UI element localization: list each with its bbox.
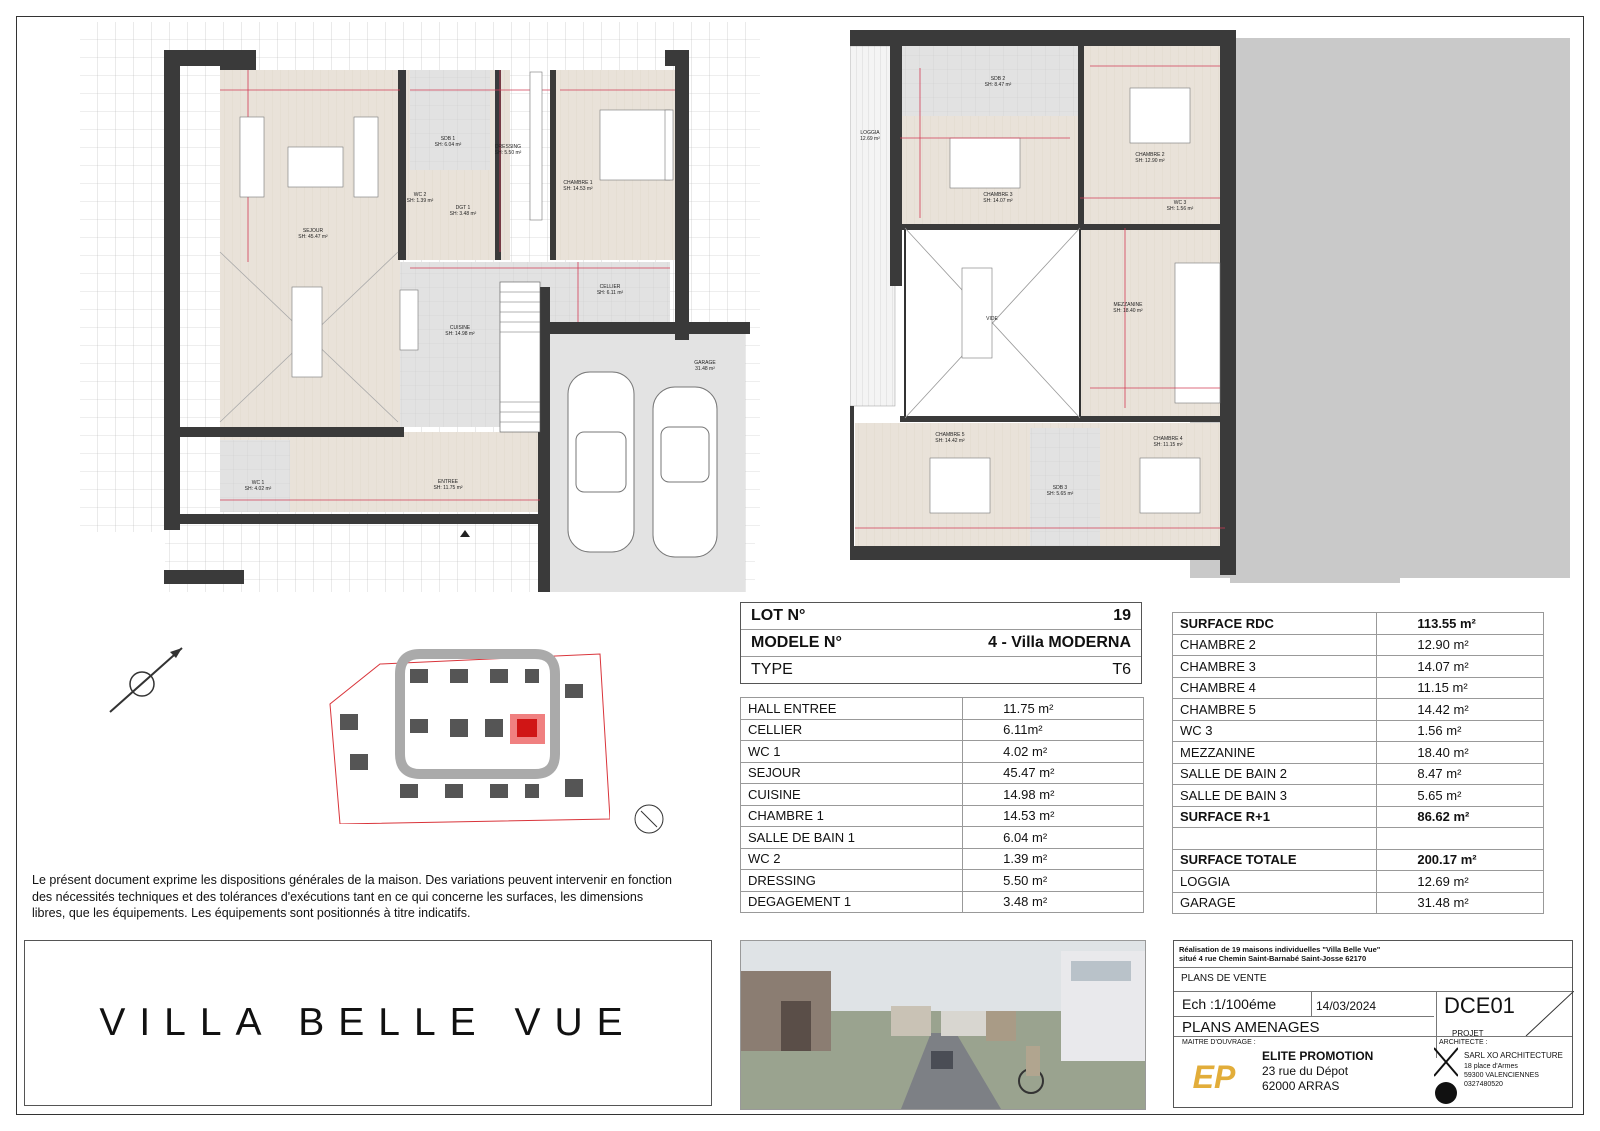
room-area-cell: 12.69 m² — [1377, 871, 1544, 893]
room-name-cell: SURFACE RDC — [1173, 613, 1377, 635]
projet-label: PROJET — [1452, 1029, 1484, 1038]
room-label-chambre1: CHAMBRE 1 — [563, 180, 593, 186]
room-area-chambre1: SH: 14.53 m² — [563, 186, 593, 192]
room-area-cell: 200.17 m² — [1377, 849, 1544, 871]
surface-row — [1173, 742, 1544, 764]
room-name-cell: CUISINE — [741, 784, 963, 806]
surface-row — [1173, 806, 1544, 828]
room-label-garage: GARAGE — [694, 360, 716, 366]
room-area-cell: 86.62 m² — [1377, 806, 1544, 828]
room-label-chambre2: CHAMBRE 2 — [1135, 152, 1165, 158]
surface-row — [741, 741, 1144, 763]
room-label-sdb1: SDB 1 — [440, 136, 456, 142]
lot-value: 19 — [1113, 607, 1131, 624]
room-area-cell: 8.47 m² — [1377, 763, 1544, 785]
room-label-chambre3: CHAMBRE 3 — [983, 192, 1013, 198]
room-area-chambre3: SH: 14.07 m² — [983, 198, 1013, 204]
lot-label: LOT N° — [751, 607, 806, 624]
room-name-cell: DEGAGEMENT 1 — [741, 891, 963, 913]
room-name-cell: MEZZANINE — [1173, 742, 1377, 764]
room-area-cell: 14.98 m² — [963, 784, 1144, 806]
ground-floor-plan — [80, 22, 770, 602]
room-area-cell: 113.55 m² — [1377, 613, 1544, 635]
surface-row — [741, 891, 1144, 913]
room-name-cell: HALL ENTREE — [741, 698, 963, 720]
architecte-label: ARCHITECTE : — [1439, 1039, 1488, 1046]
architect-address-2: 59300 VALENCIENNES — [1464, 1072, 1539, 1079]
date-label: 14/03/2024 — [1316, 999, 1377, 1013]
client-name: ELITE PROMOTION — [1262, 1049, 1374, 1063]
room-name-cell: GARAGE — [1173, 892, 1377, 914]
room-area-cell: 3.48 m² — [963, 891, 1144, 913]
room-label-sdb3: SDB 3 — [1052, 485, 1068, 491]
rdc-surface-table — [740, 697, 1144, 913]
room-area-cell: 6.04 m² — [963, 827, 1144, 849]
room-label-entree: ENTREE — [437, 479, 459, 485]
surface-row — [1173, 785, 1544, 807]
surface-row — [1173, 720, 1544, 742]
architect-phone: 0327480520 — [1464, 1081, 1503, 1088]
room-name-cell — [1173, 828, 1377, 850]
room-label-chambre4: CHAMBRE 4 — [1153, 436, 1183, 442]
surface-row — [1173, 699, 1544, 721]
room-area-sdb2: SH: 8.47 m² — [984, 82, 1012, 88]
type-value: T6 — [1112, 661, 1131, 678]
room-name-cell: LOGGIA — [1173, 871, 1377, 893]
modele-value: 4 - Villa MODERNA — [988, 634, 1131, 651]
client-address-1: 23 rue du Dépot — [1262, 1064, 1349, 1078]
room-name-cell: SALLE DE BAIN 2 — [1173, 763, 1377, 785]
room-name-cell: CELLIER — [741, 719, 963, 741]
summary-surface-table — [1172, 612, 1544, 914]
compass-icon — [633, 803, 665, 835]
room-area-dgt1: SH: 3.48 m² — [449, 211, 477, 217]
room-area-cell: 14.53 m² — [963, 805, 1144, 827]
room-name-cell: SURFACE R+1 — [1173, 806, 1377, 828]
disclaimer-note: Le présent document exprime les dispositions générales de la maison. Des variations peuvent intervenir en fonction des nécessités techniques et des tolérances d'exécutions tant en ce qui concerne les surfaces, les dimensions libres, que les équipements. Les équipements sont positionnés à titre indicatifs. — [32, 873, 672, 920]
room-label-sejour: SEJOUR — [302, 228, 324, 234]
north-arrow-icon — [100, 640, 190, 720]
architect-logo-icon — [1434, 1046, 1458, 1106]
street-rendering-image — [740, 940, 1146, 1110]
surface-row — [1173, 656, 1544, 678]
surface-row — [741, 762, 1144, 784]
room-label-chambre5: CHAMBRE 5 — [935, 432, 965, 438]
surface-row — [1173, 828, 1544, 850]
surface-row — [741, 848, 1144, 870]
maitre-ouvrage-label: MAITRE D'OUVRAGE : — [1182, 1039, 1256, 1046]
room-label-dressing: DRESSING — [494, 144, 522, 150]
room-area-chambre5: SH: 14.42 m² — [935, 438, 965, 444]
room-area-cell: 4.02 m² — [963, 741, 1144, 763]
room-area-cell: 6.11m² — [963, 719, 1144, 741]
room-area-cell: 31.48 m² — [1377, 892, 1544, 914]
architect-address-1: 18 place d'Armes — [1464, 1063, 1518, 1070]
surface-row — [741, 719, 1144, 741]
surface-row — [741, 827, 1144, 849]
surface-row — [741, 805, 1144, 827]
title-box — [24, 940, 712, 1106]
room-name-cell: CHAMBRE 5 — [1173, 699, 1377, 721]
room-area-cell: 1.56 m² — [1377, 720, 1544, 742]
room-area-wc3: SH: 1.56 m² — [1166, 206, 1194, 212]
room-label-mezzanine: MEZZANINE — [1113, 302, 1143, 308]
room-name-cell: CHAMBRE 4 — [1173, 677, 1377, 699]
type-row — [741, 657, 1141, 683]
room-label-wc3: WC 3 — [1173, 200, 1187, 206]
surface-row — [1173, 677, 1544, 699]
modele-label: MODELE N° — [751, 634, 842, 651]
drawing-code: DCE01 — [1444, 993, 1515, 1018]
room-area-dressing: SH: 5.50 m² — [494, 150, 522, 156]
title-block — [1173, 940, 1573, 1108]
room-name-cell: SURFACE TOTALE — [1173, 849, 1377, 871]
room-label-wc1: WC 1 — [251, 480, 265, 486]
room-area-cell — [1377, 828, 1544, 850]
realisation-line2: situé 4 rue Chemin Saint-Barnabé Saint-Josse 62170 — [1179, 954, 1367, 963]
room-name-cell: SALLE DE BAIN 3 — [1173, 785, 1377, 807]
room-area-sdb3: SH: 5.65 m² — [1046, 491, 1074, 497]
lot-table — [740, 602, 1142, 684]
room-label-vide: VIDE — [986, 316, 998, 322]
room-label-cuisine: CUISINE — [449, 325, 471, 331]
site-plan — [320, 624, 610, 824]
room-area-loggia: 12.69 m² — [860, 136, 880, 142]
room-area-entree: SH: 11.75 m² — [433, 485, 463, 491]
client-address-2: 62000 ARRAS — [1262, 1079, 1340, 1093]
architect-name: SARL XO ARCHITECTURE — [1464, 1051, 1563, 1060]
room-name-cell: CHAMBRE 2 — [1173, 634, 1377, 656]
room-area-chambre2: SH: 12.90 m² — [1135, 158, 1165, 164]
room-area-cell: 12.90 m² — [1377, 634, 1544, 656]
modele-row — [741, 630, 1141, 657]
surface-row — [1173, 613, 1544, 635]
room-name-cell: DRESSING — [741, 870, 963, 892]
room-area-chambre4: SH: 11.15 m² — [1153, 442, 1183, 448]
room-area-cell: 5.65 m² — [1377, 785, 1544, 807]
room-area-cell: 14.07 m² — [1377, 656, 1544, 678]
room-area-cuisine: SH: 14.98 m² — [445, 331, 475, 337]
surface-row — [1173, 892, 1544, 914]
room-area-cell: 11.75 m² — [963, 698, 1144, 720]
surface-row — [1173, 871, 1544, 893]
surface-row — [1173, 763, 1544, 785]
room-name-cell: SEJOUR — [741, 762, 963, 784]
room-name-cell: CHAMBRE 1 — [741, 805, 963, 827]
room-label-sdb2: SDB 2 — [990, 76, 1006, 82]
room-area-cell: 11.15 m² — [1377, 677, 1544, 699]
client-logo: EP — [1192, 1058, 1236, 1095]
first-floor-plan — [850, 28, 1570, 588]
room-name-cell: CHAMBRE 3 — [1173, 656, 1377, 678]
surface-row — [741, 784, 1144, 806]
room-area-cellier: SH: 6.11 m² — [596, 290, 624, 296]
plans-de-vente: PLANS DE VENTE — [1181, 973, 1267, 984]
surface-row — [741, 870, 1144, 892]
room-area-cell: 5.50 m² — [963, 870, 1144, 892]
plans-amenages: PLANS AMENAGES — [1182, 1019, 1320, 1036]
lot-row — [741, 603, 1141, 630]
room-area-mezzanine: SH: 18.40 m² — [1113, 308, 1143, 314]
room-name-cell: WC 1 — [741, 741, 963, 763]
room-label-loggia: LOGGIA — [860, 130, 880, 136]
room-area-sdb1: SH: 6.04 m² — [434, 142, 462, 148]
room-area-cell: 14.42 m² — [1377, 699, 1544, 721]
room-area-wc1: SH: 4.02 m² — [244, 486, 272, 492]
room-label-cellier: CELLIER — [599, 284, 621, 290]
room-area-cell: 18.40 m² — [1377, 742, 1544, 764]
surface-row — [1173, 849, 1544, 871]
room-name-cell: WC 3 — [1173, 720, 1377, 742]
surface-row — [1173, 634, 1544, 656]
realisation-line1: Réalisation de 19 maisons individuelles "Villa Belle Vue" — [1179, 945, 1381, 954]
room-area-cell: 1.39 m² — [963, 848, 1144, 870]
room-area-cell: 45.47 m² — [963, 762, 1144, 784]
room-name-cell: WC 2 — [741, 848, 963, 870]
project-title: VILLA BELLE VUE — [99, 1001, 637, 1044]
room-label-wc2: WC 2 — [413, 192, 427, 198]
room-area-wc2: SH: 1.39 m² — [406, 198, 434, 204]
scale-label: Ech :1/100éme — [1182, 996, 1277, 1012]
room-area-sejour: SH: 45.47 m² — [298, 234, 328, 240]
type-label: TYPE — [751, 661, 793, 678]
room-name-cell: SALLE DE BAIN 1 — [741, 827, 963, 849]
room-area-garage: 31.48 m² — [695, 366, 715, 372]
corner-diagonal — [1436, 991, 1574, 1036]
surface-row — [741, 698, 1144, 720]
room-label-dgt1: DGT 1 — [455, 205, 471, 211]
